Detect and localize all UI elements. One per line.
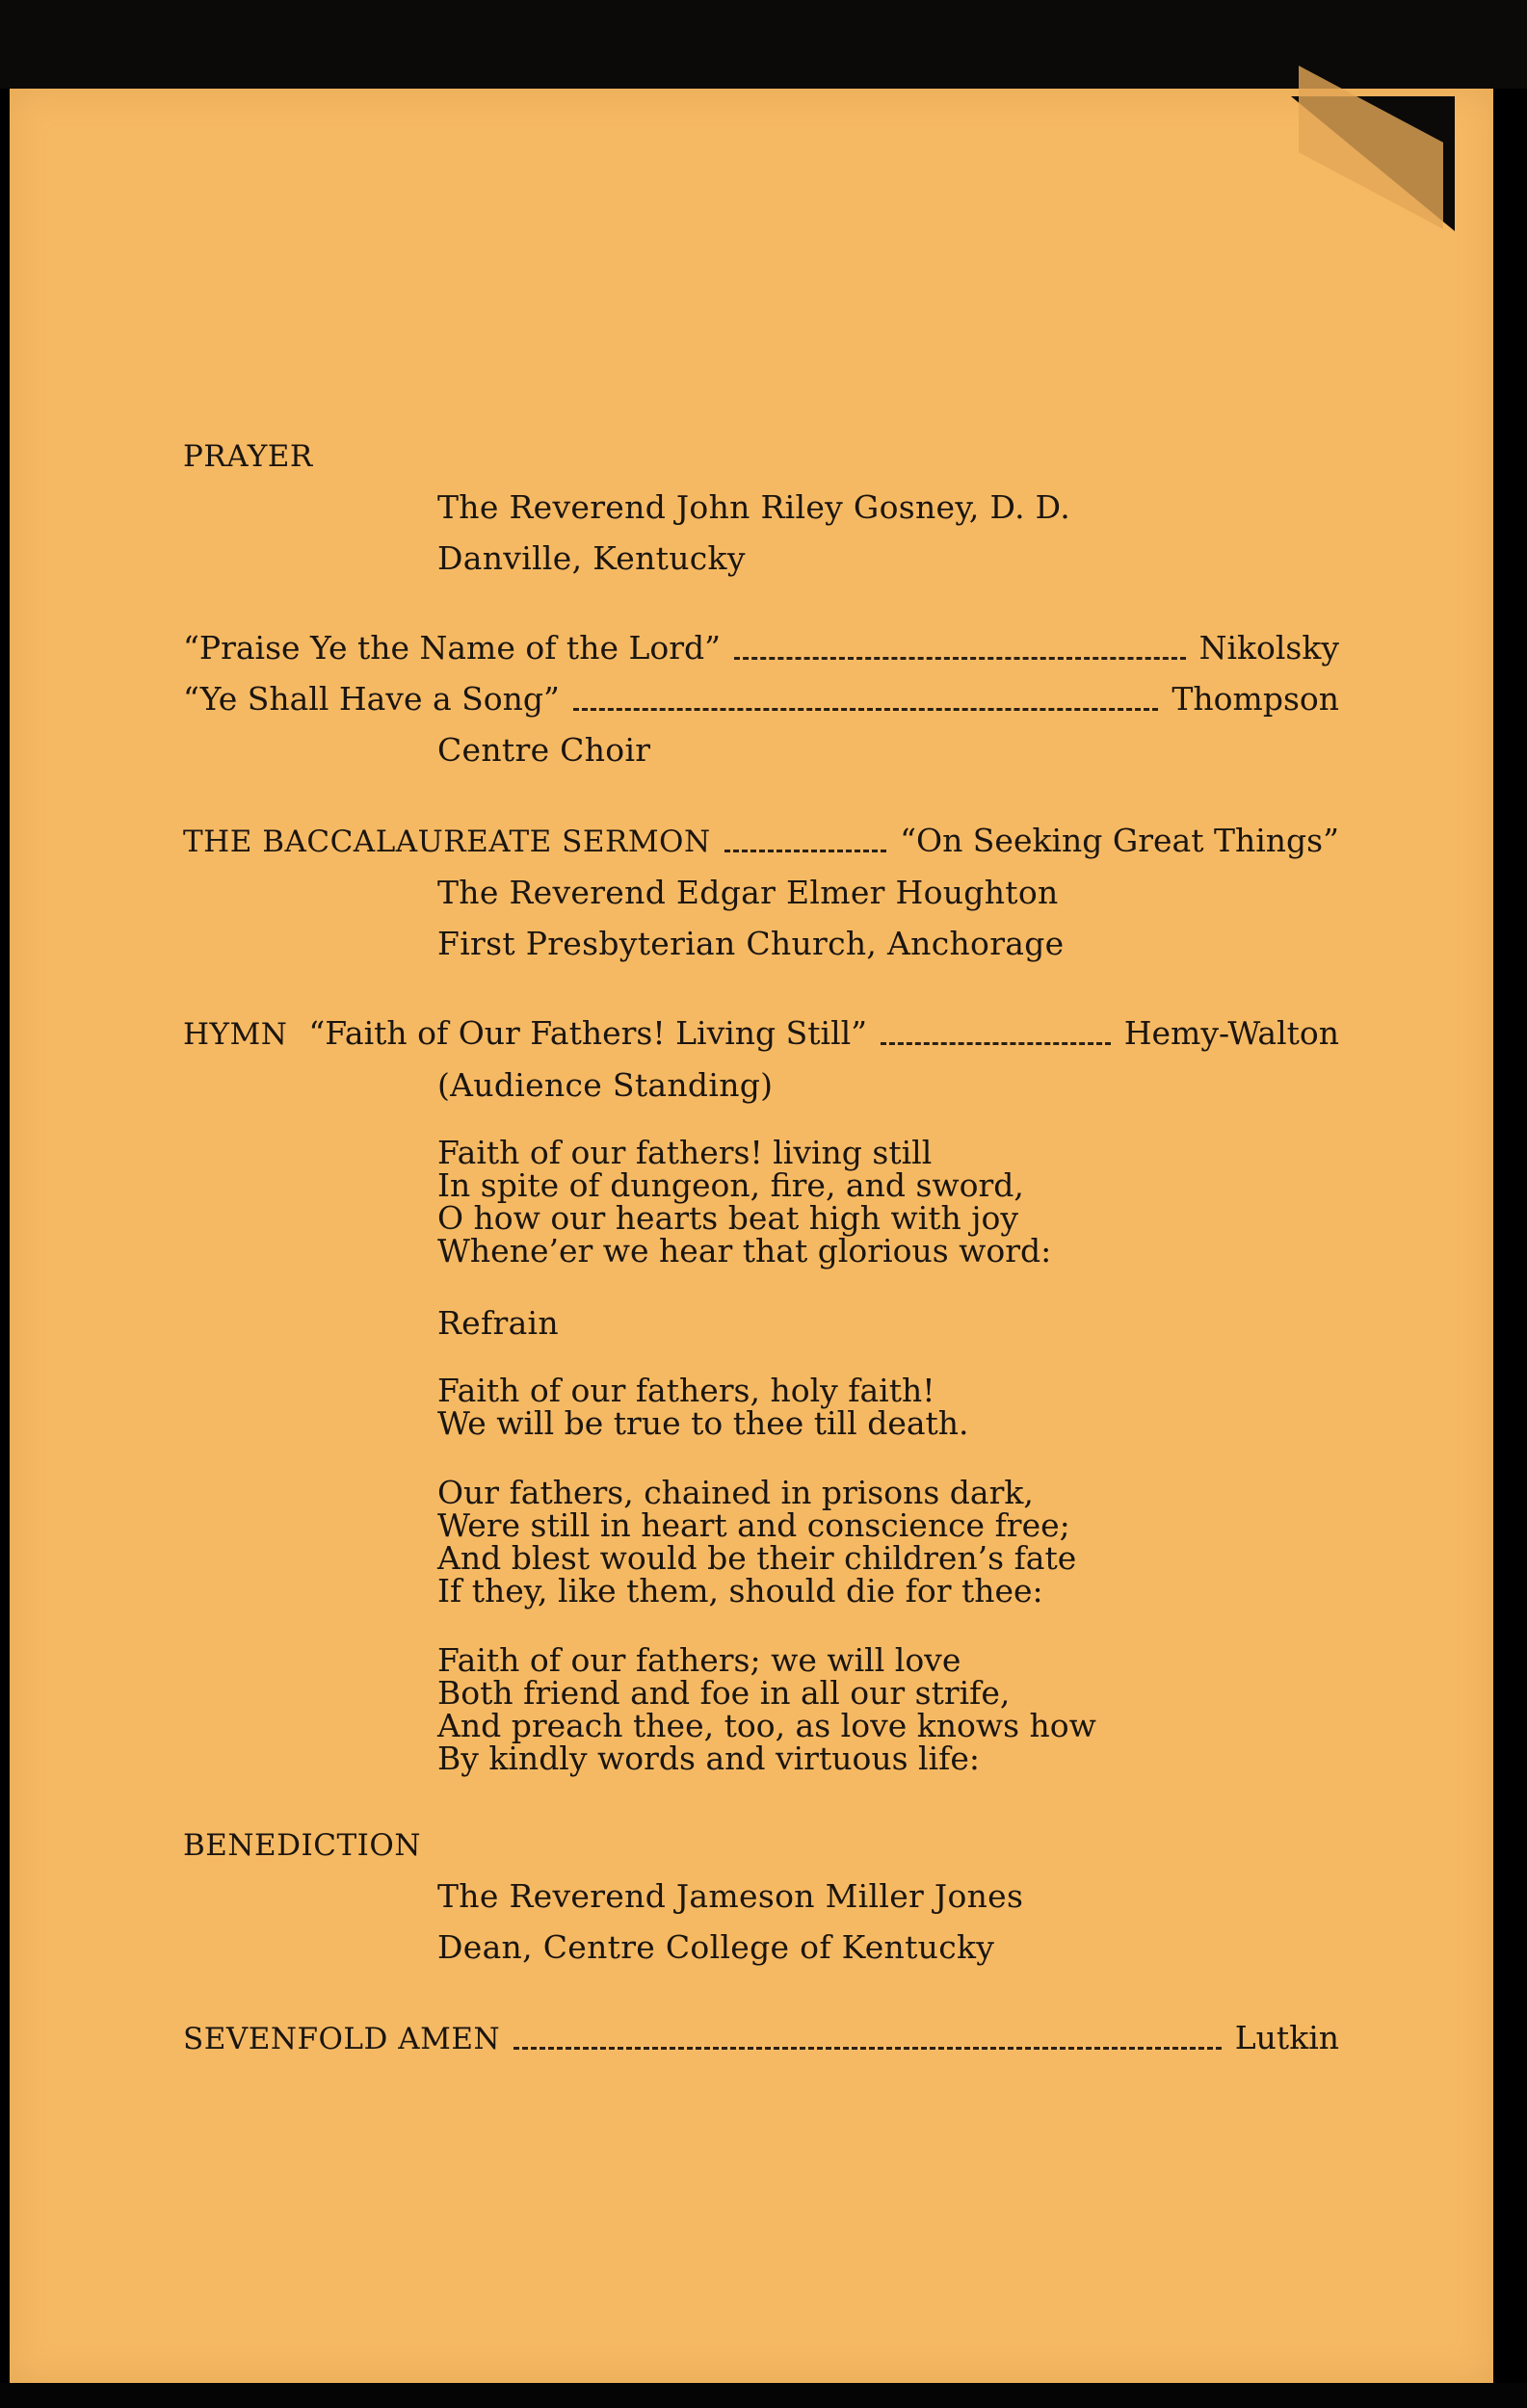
verse-line: Faith of our fathers! living still [437, 1134, 933, 1171]
verse-line: Faith of our fathers, holy faith! [437, 1372, 935, 1409]
anthem-1-composer: Nikolsky [1198, 629, 1339, 667]
anthem-row-2 [183, 680, 1339, 719]
hymn-verse-3 [437, 1641, 1096, 1777]
sermon-preacher: The Reverend Edgar Elmer Houghton [437, 874, 1059, 911]
verse-line: Faith of our fathers; we will love [437, 1641, 961, 1679]
verse-line: O how our hearts beat high with joy [437, 1199, 1019, 1237]
amen-composer: Lutkin [1234, 2019, 1339, 2056]
anthem-performer: Centre Choir [437, 731, 651, 769]
sermon-heading: THE BACCALAUREATE SERMON [183, 824, 711, 859]
dotted-leader [573, 708, 1159, 711]
benediction-officiant: The Reverend Jameson Miller Jones [437, 1877, 1024, 1915]
amen-heading: SEVENFOLD AMEN [183, 2022, 501, 2056]
verse-line: If they, like them, should die for thee: [437, 1572, 1043, 1610]
verse-line: In spite of dungeon, fire, and sword, [437, 1166, 1024, 1204]
scan-bottom-edge [0, 2383, 1527, 2408]
verse-line: And blest would be their children’s fate [437, 1539, 1077, 1577]
hymn-label: HYMN [183, 1017, 288, 1052]
hymn-verse-2 [437, 1474, 1077, 1610]
verse-line: By kindly words and virtuous life: [437, 1740, 980, 1777]
anthem-2-composer: Thompson [1172, 680, 1339, 718]
hymn-title: “Faith of Our Fathers! Living Still” [308, 1014, 868, 1052]
prayer-heading: PRAYER [183, 439, 313, 474]
verse-line: We will be true to thee till death. [437, 1404, 969, 1442]
verse-line: And preach thee, too, as love knows how [437, 1707, 1096, 1744]
hymn-verse-1 [437, 1134, 1052, 1269]
refrain-label: Refrain [437, 1304, 559, 1342]
dotted-leader [724, 850, 887, 852]
hymn-row [183, 1014, 1339, 1053]
prayer-location: Danville, Kentucky [437, 539, 746, 577]
prayer-officiant: The Reverend John Riley Gosney, D. D. [437, 488, 1071, 526]
hymn-refrain [437, 1374, 969, 1440]
dotted-leader [513, 2047, 1222, 2050]
anthem-2-title: “Ye Shall Have a Song” [183, 680, 560, 718]
verse-line: Were still in heart and conscience free; [437, 1506, 1070, 1544]
dotted-leader [881, 1042, 1111, 1045]
sermon-church: First Presbyterian Church, Anchorage [437, 925, 1065, 962]
benediction-heading: BENEDICTION [183, 1828, 421, 1863]
anthem-1-title: “Praise Ye the Name of the Lord” [183, 629, 722, 667]
sermon-title: “On Seeking Great Things” [900, 822, 1339, 859]
sermon-row [183, 822, 1339, 860]
benediction-title: Dean, Centre College of Kentucky [437, 1928, 995, 1966]
hymn-note: (Audience Standing) [437, 1066, 774, 1104]
verse-line: Our fathers, chained in prisons dark, [437, 1474, 1034, 1511]
hymn-composer: Hemy-Walton [1123, 1014, 1339, 1052]
amen-row [183, 2019, 1339, 2057]
verse-line: Both friend and foe in all our strife, [437, 1674, 1011, 1712]
dotted-leader [734, 657, 1186, 660]
verse-line: Whene’er we hear that glorious word: [437, 1232, 1052, 1269]
anthem-row-1 [183, 629, 1339, 667]
